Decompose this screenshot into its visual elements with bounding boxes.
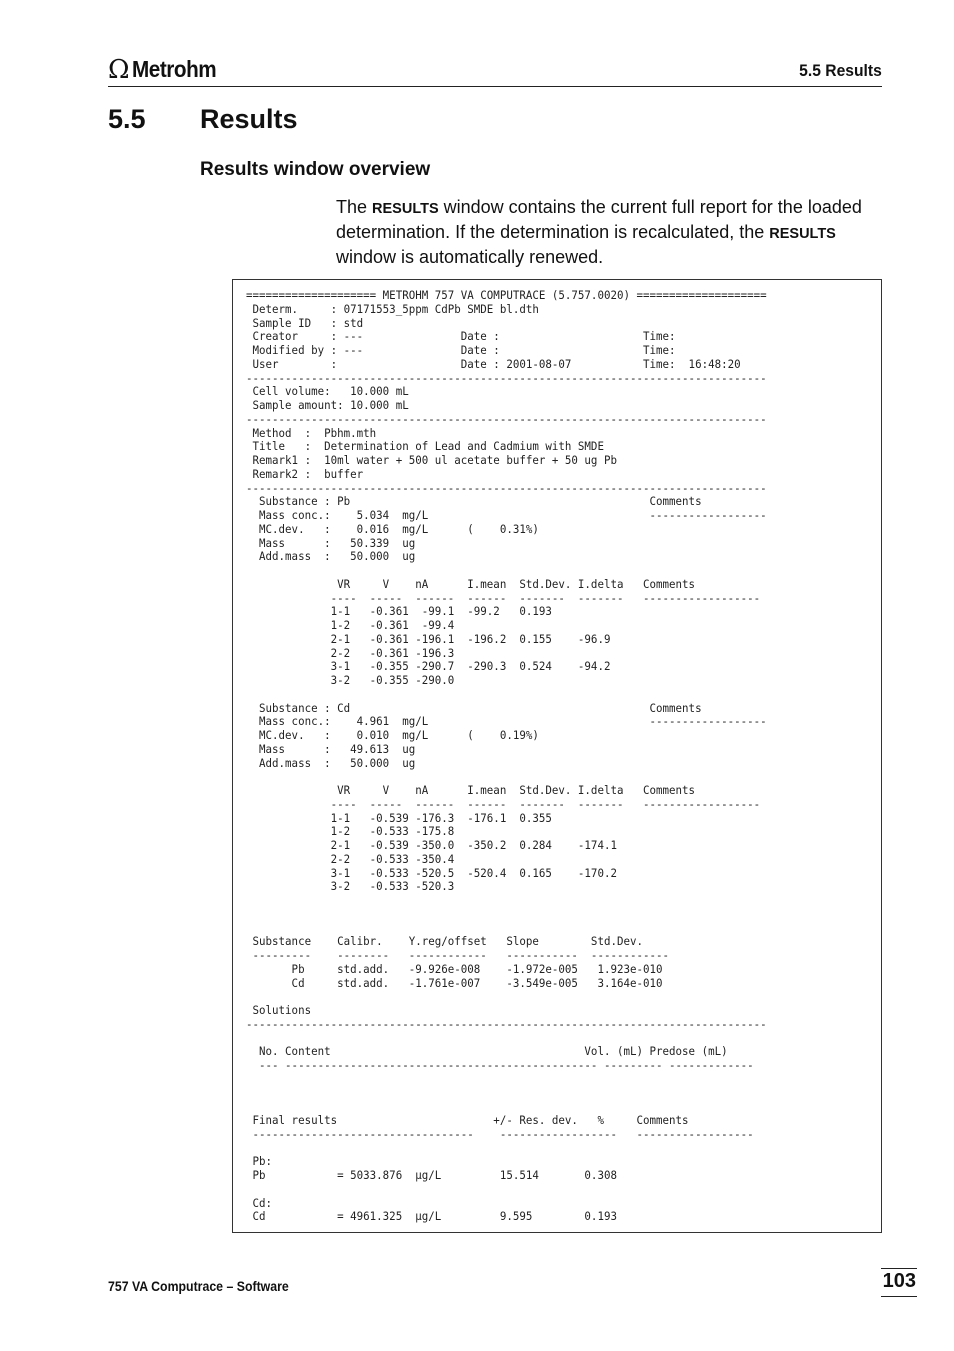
brand-name: Metrohm	[131, 56, 216, 82]
intro-text-2: window contains the current full report for the loaded determination. If the determination is recalculated, the	[336, 197, 862, 242]
section-number: 5.5	[108, 104, 146, 134]
results-report-box	[232, 279, 882, 1233]
section-heading	[108, 104, 298, 135]
metrohm-logo	[108, 56, 225, 83]
footer-product: 757 VA Computrace – Software	[108, 1278, 289, 1294]
header-divider	[108, 86, 882, 87]
intro-text-3: window is automatically renewed.	[336, 247, 604, 267]
results-keyword: RESULTS	[372, 201, 439, 217]
omega-icon: Ω	[108, 54, 130, 85]
page-number-rule	[881, 1296, 917, 1297]
subsection-heading: Results window overview	[200, 159, 431, 180]
page-number: 103	[882, 1270, 916, 1292]
section-title: Results	[200, 104, 298, 134]
page-number-rule-top	[881, 1268, 917, 1269]
running-header-section: 5.5 Results	[799, 61, 882, 80]
results-keyword: RESULTS	[769, 226, 836, 242]
results-report-text: ==================== METROHM 757 VA COMPUTRACE (5.757.0020) ==================== Determ. : 07171553_5ppm CdPb SMDE bl.dth Sample ID : std Creator : --- Date : Time: Modified by : --- Date : Time: User : Date : 2001-08-07 Time: 16:48:20 -------------------------------------------------------------------------------- Cell volume: 10.000 mL Sample amount: 10.000 mL -------------------------------------------------------------------------------- Method : Pbhm.mth Title : Determination of Lead and Cadmium with SMDE Remark1 : 10ml water + 500 ul acetate buffer + 50 ug Pb Remark2 : buffer -------------------------------------------------------------------------------- Substance : Pb Comments Mass conc.: 5.034 mg/L ------------------ MC.dev. : 0.016 mg/L ( 0.31%) Mass : 50.339 ug Add.mass : 50.000 ug VR V nA I.mean Std.Dev. I.delta Comments ---- ----- ------ ------ ------- ------- ------------------ 1-1 -0.361 -99.1 -99.2 0.193 1-2 -0.361 -99.4 2-1 -0.361 -196.1 -196.2 0.155 -96.9 2-2 -0.361 -196.3 3-1 -0.355 -290.7 -290.3 0.524 -94.2 3-2 -0.355 -290.0 Substance : Cd Comments Mass conc.: 4.961 mg/L ------------------ MC.dev. : 0.010 mg/L ( 0.19%) Mass : 49.613 ug Add.mass : 50.000 ug VR V nA I.mean Std.Dev. I.delta Comments ---- ----- ------ ------ ------- ------- ------------------ 1-1 -0.539 -176.3 -176.1 0.355 1-2 -0.533 -175.8 2-1 -0.539 -350.0 -350.2 0.284 -174.1 2-2 -0.533 -350.4 3-1 -0.533 -520.5 -520.4 0.165 -170.2 3-2 -0.533 -520.3 Substance Calibr. Y.reg/offset Slope Std.Dev. --------- -------- ------------ ----------- ------------ Pb std.add. -9.926e-008 -1.972e-005 1.923e-010 Cd std.add. -1.761e-007 -3.549e-005 3.164e-010 Solutions -------------------------------------------------------------------------------- No. Content Vol. (mL) Predose (mL) --- ------------------------------------------------ --------- ------------- Final results +/- Res. dev. % Comments ---------------------------------- ------------------ ------------------ Pb: Pb = 5033.876 µg/L 15.514 0.308 Cd: Cd = 4961.325 µg/L 9.595 0.193	[246, 288, 767, 1224]
intro-paragraph	[336, 196, 876, 269]
intro-text-1: The	[336, 197, 373, 217]
